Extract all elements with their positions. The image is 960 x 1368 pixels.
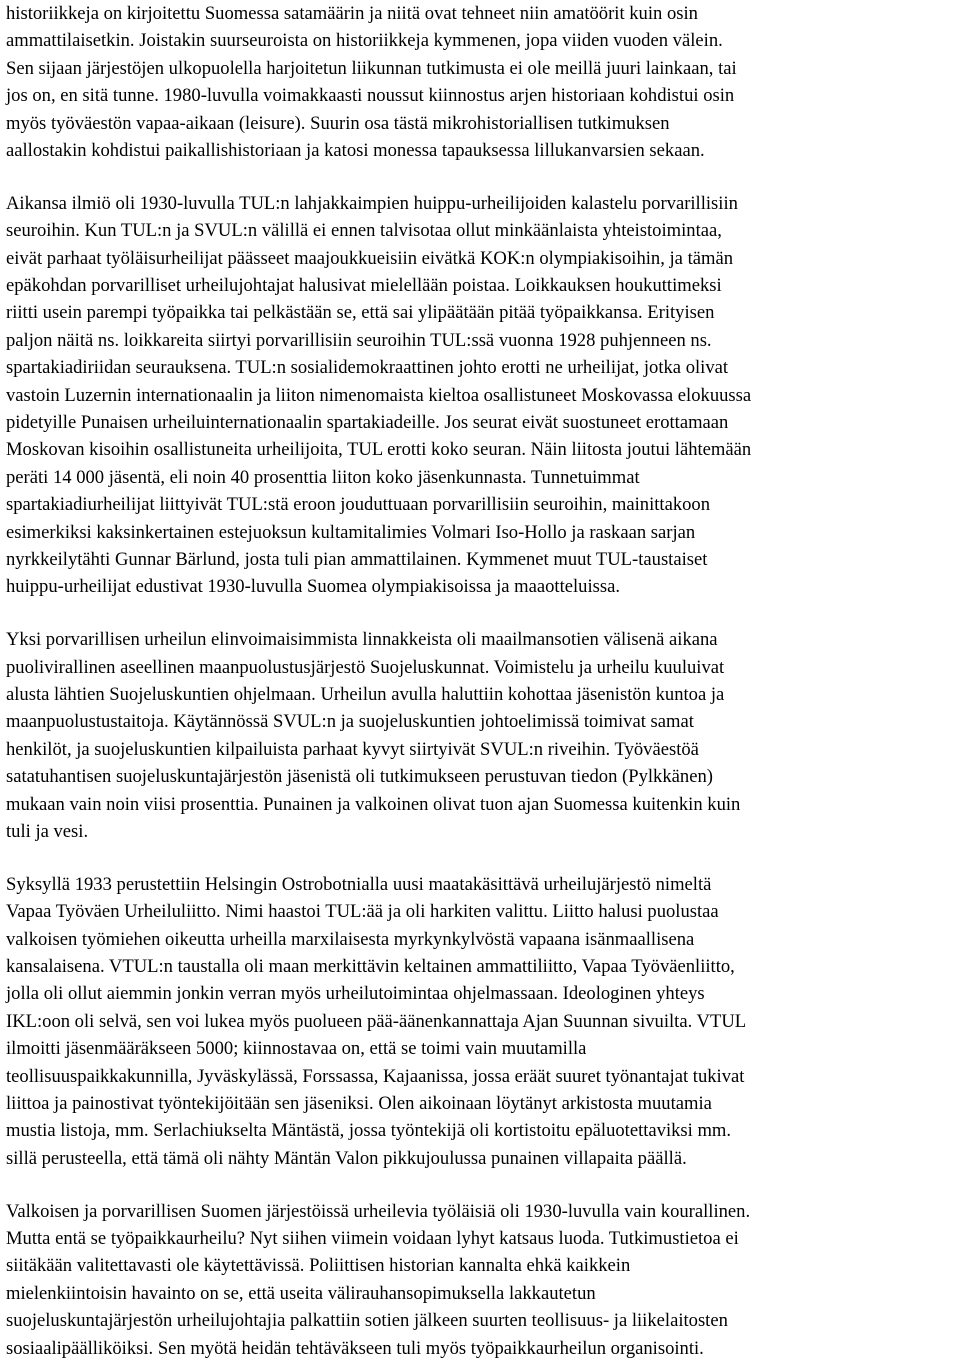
text-line: kansalaisena. VTUL:n taustalla oli maan merkittävin keltainen ammattiliitto, Vapaa Työväenliitto,	[6, 956, 735, 977]
text-line: sosiaalipäälliköiksi. Sen myötä heidän tehtäväkseen tuli myös työpaikkaurheilun organisointi.	[6, 1337, 704, 1359]
text-line: epäkohdan porvarilliset urheilujohtajat halusivat mielellään poistaa. Loikkauksen houkuttimeksi	[6, 275, 722, 297]
text-line: ilmoitti jäsenmääräkseen 5000; kiinnostavaa on, että se toimi vain muutamilla	[6, 1038, 587, 1060]
text-line: historiikkeja on kirjoitettu Suomessa satamäärin ja niitä ovat tehneet niin amatöörit kuin osin	[6, 3, 698, 24]
text-line: riitti usein parempi työpaikka tai pelkästään se, että sai ylipäätään pitää työpaikkansa. Erityisen	[6, 302, 715, 324]
text-line: jos on, en sitä tunne. 1980-luvulla voimakkaasti noussut kiinnostus arjen historiaan kohdistui osin	[6, 85, 735, 107]
text-line: Yksi porvarillisen urheilun elinvoimaisimmista linnakkeista oli maailmansotien välisenä aikana	[6, 629, 718, 651]
text-line: alusta lähtien Suojeluskuntien ohjelmaan. Urheilun avulla haluttiin kohottaa jäsenistön kuntoa ja	[6, 683, 725, 705]
text-line: seuroihin. Kun TUL:n ja SVUL:n välillä ei ennen talvisotaa ollut minkäänlaista yhteistoimintaa,	[6, 220, 722, 242]
text-line: peräti 14 000 jäsentä, eli noin 40 prosenttia liiton koko jäsenkunnasta. Tunnetuimmat	[6, 466, 640, 488]
text-line: sillä perusteella, että tämä oli nähty Mäntän Valon pikkujoulussa punainen villapaita päällä.	[6, 1147, 687, 1169]
text-line: maanpuolustustaitoja. Käytännössä SVUL:n ja suojeluskuntien johtoelimissä toimivat samat	[6, 711, 694, 733]
text-line: vastoin Luzernin internationaalin ja liiton nimenomaista kieltoa osallistuneet Moskovassa elokuussa	[6, 384, 752, 406]
text-line: mustia listoja, mm. Serlachiukselta Mäntästä, jossa työntekijä oli kortistoitu epäluotettaviksi mm.	[6, 1120, 732, 1142]
text-line: siitäkään valitettavasti ole käytettävissä. Poliittisen historian kannalta ehkä kaikkein	[6, 1255, 631, 1277]
text-line: huippu-urheilijat edustivat 1930-luvulla Suomea olympiakisoissa ja maaotteluissa.	[6, 576, 621, 598]
text-line: puolivirallinen aseellinen maanpuolustusjärjestö Suojeluskunnat. Voimistelu ja urheilu kuuluivat	[6, 656, 725, 678]
text-line: eivät parhaat työläisurheilijat päässeet maajoukkueisiin eivätkä KOK:n olympiakisoihin, ja tämän	[6, 247, 734, 269]
text-line: jolla oli ollut aiemmin jonkin verran myös urheilutoimintaa ohjelmassaan. Ideologinen yhteys	[6, 983, 705, 1005]
text-line: spartakiadiriidan seurauksena. TUL:n sosialidemokraattinen johto erotti ne urheilijat, jotka olivat	[6, 357, 729, 379]
text-line: suojeluskuntajärjestön urheilujohtajia palkattiin sotien jälkeen suurten teollisuus- ja liikelaitosten	[6, 1310, 728, 1332]
text-line: Moskovan kisoihin osallistuneita urheilijoita, TUL erotti koko seuran. Näin liitosta joutui lähtemään	[6, 439, 752, 461]
text-line: nyrkkeilytähti Gunnar Bärlund, josta tuli pian ammattilainen. Kymmenet muut TUL-taustaiset	[6, 548, 708, 570]
text-line: mielenkiintoisin havainto on se, että useita välirauhansopimuksella lakkautetun	[6, 1282, 596, 1304]
text-line: Syksyllä 1933 perustettiin Helsingin Ostrobotnialla uusi maatakäsittävä urheilujärjestö nimeltä	[6, 873, 712, 895]
text-line: Sen sijaan järjestöjen ulkopuolella harjoitetun liikunnan tutkimusta ei ole meillä juuri lainkaan, tai	[6, 57, 737, 79]
paragraph-4	[6, 871, 956, 1172]
text-line: tuli ja vesi.	[6, 820, 89, 842]
text-line: Valkoisen ja porvarillisen Suomen järjestöissä urheilevia työläisiä oli 1930-luvulla vain kourallinen.	[6, 1200, 751, 1222]
text-line: Vapaa Työväen Urheiluliitto. Nimi haastoi TUL:ää ja oli harkiten valittu. Liitto halusi puolustaa	[6, 901, 719, 923]
text-line: paljon näitä ns. loikkareita siirtyi porvarillisiin seuroihin TUL:ssä vuonna 1928 puhjenneen ns.	[6, 329, 712, 351]
text-line: spartakiadiurheilijat liittyivät TUL:stä eroon jouduttuaan porvarillisiin seuroihin, mainittakoon	[6, 494, 711, 516]
text-line: Aikansa ilmiö oli 1930-luvulla TUL:n lahjakkaimpien huippu-urheilijoiden kalastelu porvarillisiin	[6, 192, 738, 214]
text-line: teollisuuspaikkakunnilla, Jyväskylässä, Forssassa, Kajaanissa, jossa eräät suuret työnantajat tukivat	[6, 1065, 745, 1087]
document-page	[6, 0, 956, 1362]
paragraph-2	[6, 190, 956, 601]
text-line: Mutta entä se työpaikkaurheilu? Nyt siihen viimein voidaan lyhyt katsaus luoda. Tutkimustietoa ei	[6, 1228, 739, 1250]
text-line: esimerkiksi kaksinkertainen estejuoksun kultamitalimies Volmari Iso-Hollo ja raskaan sarjan	[6, 521, 696, 543]
text-line: henkilöt, ja suojeluskuntien kilpailuista parhaat kyvyt siirtyivät SVUL:n riveihin. Työväestöä	[6, 738, 699, 760]
paragraph-1	[6, 0, 956, 164]
text-line: myös työväestön vapaa-aikaan (leisure). Suurin osa tästä mikrohistoriallisen tutkimuksen	[6, 112, 670, 134]
text-line: ammattilaisetkin. Joistakin suurseuroista on historiikkeja kymmenen, jopa viiden vuoden välein.	[6, 30, 723, 52]
text-line: aallostakin kohdistui paikallishistoriaan ja katosi monessa tapauksessa lillukanvarsien sekaan.	[6, 139, 705, 161]
paragraph-5	[6, 1198, 956, 1362]
text-line: pidetyille Punaisen urheiluinternationaalin spartakiadeille. Jos seurat eivät suostuneet erottamaan	[6, 411, 729, 433]
text-line: satatuhantisen suojeluskuntajärjestön jäsenistä oli tutkimukseen perustuvan tiedon (Pylkkänen)	[6, 766, 713, 788]
text-line: liittoa ja painostivat työntekijöitään sen jäseniksi. Olen aikoinaan löytänyt arkistosta muutamia	[6, 1092, 712, 1114]
paragraph-3	[6, 626, 956, 845]
text-line: IKL:oon oli selvä, sen voi lukea myös puolueen pää-äänenkannattaja Ajan Suunnan sivuilta. VTUL	[6, 1010, 747, 1032]
text-line: mukaan vain noin viisi prosenttia. Punainen ja valkoinen olivat tuon ajan Suomessa kuitenkin kuin	[6, 793, 741, 815]
text-line: valkoisen työmiehen oikeutta urheilla marxilaisesta myrkynkylvöstä vapaana isänmaallisena	[6, 928, 695, 950]
